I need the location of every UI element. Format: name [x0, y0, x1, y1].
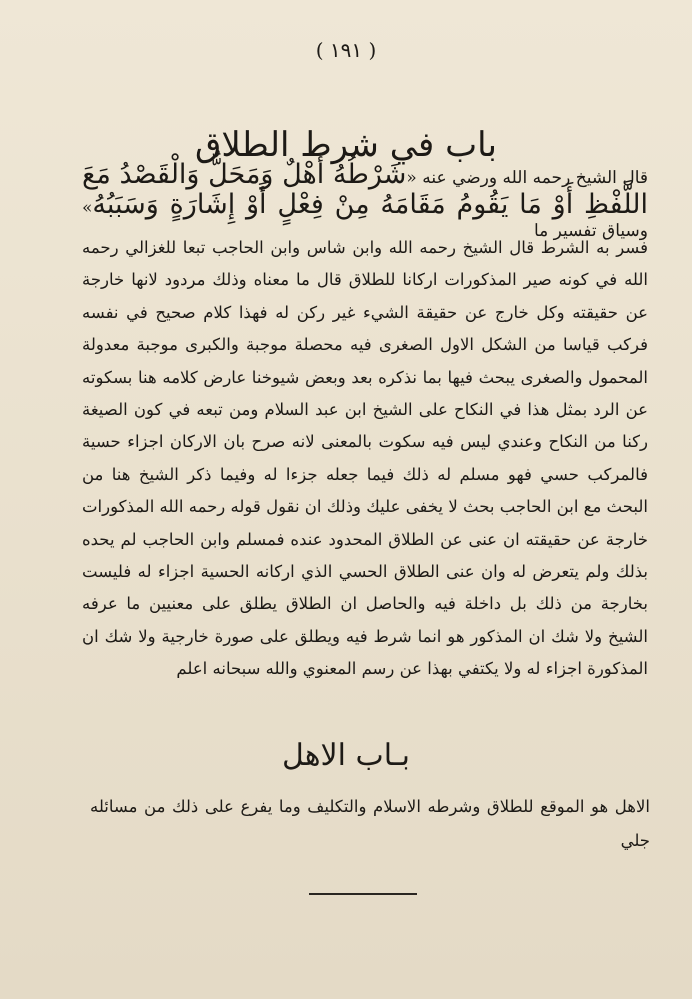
intro-suffix: » وسياق تفسير ما [82, 198, 648, 241]
section-paragraph: الاهل هو الموقع للطلاق وشرطه الاسلام والتكليف وما يفرع على ذلك من مسائله جلي [90, 797, 650, 850]
section-title: بـاب الاهل [281, 738, 411, 773]
matn-text: شَرْطُهُ أَهْلٌ وَمَحَلٌّ وَالْقَصْدُ مَعَ اللَّفْظِ أَوْ مَا يَقُومُ مَقَامَهُ مِنْ فِعْلٍ أَوْ إِشَارَةٍ وَسَبَبُهُ [82, 159, 648, 220]
end-divider [309, 893, 417, 895]
page-number: ( ١٩١ ) [315, 38, 377, 62]
chapter-title: باب في شرط الطلاق [195, 124, 497, 165]
intro-prefix: قال الشيخ رحمه الله ورضي عنه « [406, 168, 648, 188]
commentary-paragraph: فسر به الشرط قال الشيخ رحمه الله وابن شاس وابن الحاجب تبعا للغزالي رحمه الله في كونه صير المذكورات اركانا للطلاق قال ما معناه وذلك مردود لانها خارجة عن حقيقته وكل خارج عن حقيقة الشيء غير ركن له فهذا كلام صحيح في نفسه فركب قياسا من الشكل الاول الصغرى فيه محصلة موجبة والكبرى موجبة معدولة المحمول والصغرى يبحث فيها بما نذكره بعد وبعض شيوخنا عارض كلامه هنا بسكوته عن الرد بمثل هذا في النكاح على الشيخ ابن عبد السلام ومن تبعه في كون الصيغة ركنا من النكاح وعندي ليس فيه سكوت بالمعنى لانه صرح بان الاركان اجزاء حسية فالمركب حسي فهو مسلم له ذلك فيما جعله جزءا له وفيما ذكر الشيخ هنا من البحث مع ابن الحاجب بحث لا يخفى عليك وذلك ان نقول قوله رحمه الله المذكورات خارجة عن حقيقته ان عنى عن الطلاق المحدود عنده فمسلم وابن الحاجب لم يحده بذلك ولم يتعرض له وان عنى الطلاق الحسي الذي اركانه الحسية اجزاء له فليست بخارجة من ذلك بل داخلة فيه والحاصل ان الطلاق يطلق على معنيين ما عرفه الشيخ ولا شك ان المذكور هو انما شرط فيه ويطلق على صورة خارجية ولا شك ان المذكورة اجزاء له ولا يكتفي بهذا عن رسم المعنوي والله سبحانه اعلم [82, 238, 648, 679]
intro-paragraph [82, 160, 648, 242]
